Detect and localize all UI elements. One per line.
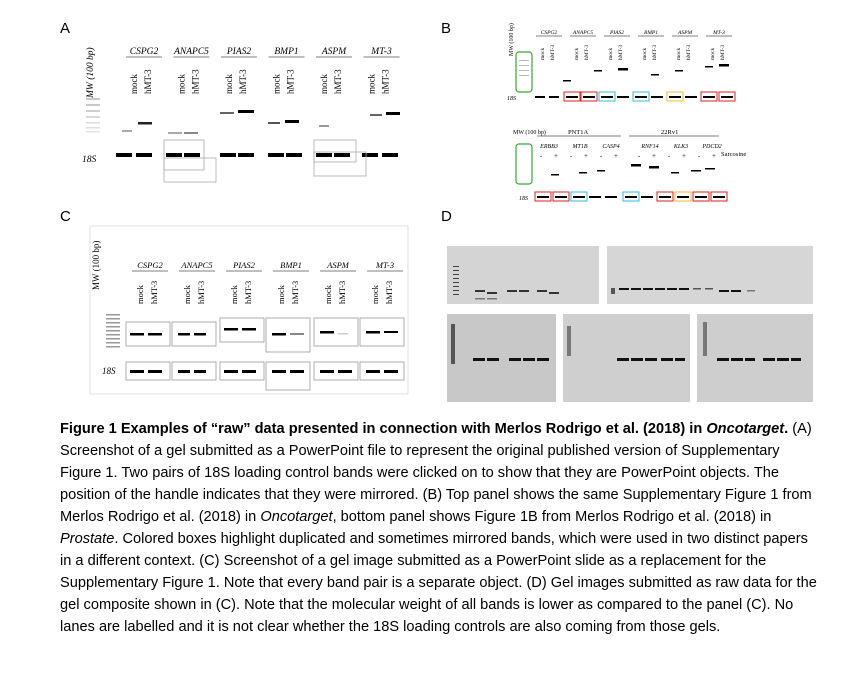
lane-label: hMT-3 (238, 69, 248, 94)
mw-label-a: MW (100 bp) (86, 47, 96, 98)
gene-label-cspg2: CSPG2 (129, 47, 159, 57)
band-objects-c (126, 318, 404, 390)
lane-label: mock (224, 74, 234, 94)
gene-label-mt-3: MT-3 (375, 260, 395, 270)
sarcosine-sign: - (599, 152, 603, 160)
selection-boxes-a (164, 140, 366, 182)
lane-label: mock (370, 285, 380, 304)
ctrl-label-b-bottom: 18S (519, 196, 528, 202)
gene-label-anapc5: ANAPC5 (181, 260, 213, 270)
panel-c-gel (84, 222, 414, 398)
sarcosine-sign: + (614, 152, 618, 160)
lane-label: hMT-3 (337, 280, 347, 304)
caption-title-journal: Oncotarget (706, 421, 785, 437)
sarcosine-sign: - (539, 152, 543, 160)
raw-gel-2 (607, 246, 813, 304)
figure-caption (60, 418, 820, 638)
lane-label: hMT-3 (550, 44, 556, 60)
lane-label: mock (319, 74, 329, 94)
lane-label: hMT-3 (243, 280, 253, 304)
lane-label: hMT-3 (618, 44, 624, 60)
control-bands-b-top (535, 92, 735, 101)
gene-label-rnf14: RNF14 (641, 144, 659, 150)
mw-label-b-bottom: MW (100 bp) (513, 130, 546, 136)
lane-label: mock (323, 285, 333, 304)
gene-label-bmp1: BMP1 (274, 47, 299, 57)
lane-label: hMT-3 (149, 280, 159, 304)
gene-label-mt-3: MT-3 (713, 30, 725, 36)
panel-letter-b: B (441, 20, 452, 37)
group-label-pnt1a: PNT1A (568, 129, 589, 136)
lane-label: mock (676, 47, 682, 60)
gene-label-cspg2: CSPG2 (540, 30, 558, 36)
sarcosine-sign: + (712, 152, 716, 160)
lane-label: hMT-3 (333, 69, 343, 94)
gene-label-cspg2: CSPG2 (137, 260, 163, 270)
gene-label-aspm: ASPM (321, 47, 347, 57)
lane-label: mock (129, 74, 139, 94)
lane-label: hMT-3 (686, 44, 692, 60)
gene-label-mt1b: MT1B (572, 144, 588, 150)
lane-label: mock (608, 47, 614, 60)
ctrl-label-b: 18S (507, 96, 516, 102)
lane-label: hMT-3 (652, 44, 658, 60)
target-bands-b-bottom (551, 164, 715, 176)
lane-label: mock (276, 285, 286, 304)
lane-label: hMT-3 (384, 280, 394, 304)
caption-title-end: . (784, 421, 789, 437)
lane-label: mock (176, 74, 187, 94)
lane-label: mock (135, 285, 145, 304)
lane-label: hMT-3 (720, 44, 726, 60)
gene-label-anapc5: ANAPC5 (572, 30, 594, 36)
gene-label-casp4: CASP4 (602, 144, 620, 150)
caption-journal-1: Oncotarget (260, 509, 333, 525)
raw-gel-1 (447, 246, 599, 304)
lane-label: mock (229, 285, 239, 304)
mw-label-b: MW (100 bp) (509, 23, 515, 56)
sarcosine-sign: + (584, 152, 588, 160)
gene-label-klk3: KLK3 (673, 144, 689, 150)
sarcosine-label: Sarcosine (721, 151, 747, 158)
gene-label-aspm: ASPM (327, 260, 349, 270)
lane-label: mock (642, 47, 648, 60)
sarcosine-sign: + (682, 152, 686, 160)
lane-label: mock (366, 74, 377, 94)
lane-label: hMT-3 (584, 44, 590, 60)
caption-journal-2: Prostate (60, 531, 115, 547)
panel-letter-a: A (60, 20, 71, 37)
gene-label-anapc5: ANAPC5 (174, 47, 209, 57)
panel-letter-d: D (441, 208, 452, 225)
gene-label-pias2: PIAS2 (226, 47, 252, 57)
sarcosine-sign: + (554, 152, 558, 160)
caption-text-3: . Colored boxes highlight duplicated and sometimes mirrored bands, which were used in two distinct papers in a different context. (C) Screenshot of a gel image submitted as a PowerPoint slide as a replacement for the Supplementary Figure 1. Note that every band pair is a separate object. (D) Gel images submitted as raw data for the gel composite shown in (C). Note that the molecular weight of all bands is lower as compared to the panel (C). No lanes are labelled and it is not clear whether the 18S loading controls are also coming from those gels. (60, 531, 817, 635)
sarcosine-sign: - (697, 152, 701, 160)
gene-label-pias2: PIAS2 (233, 260, 255, 270)
lane-label: hMT-3 (196, 280, 206, 304)
gene-label-pias2: PIAS2 (609, 30, 625, 36)
mw-ladder-a (86, 98, 100, 133)
caption-text-2: , bottom panel shows Figure 1B from Merlos Rodrigo et al. (2018) in (332, 509, 772, 525)
lane-label: hMT-3 (285, 69, 296, 94)
lane-label: mock (540, 47, 546, 60)
panel-d-gels (447, 246, 813, 402)
ladder-highlight-b (516, 52, 532, 92)
panel-letter-c: C (60, 208, 71, 225)
gene-label-bmp1: BMP1 (643, 30, 659, 36)
ctrl-label-a: 18S (82, 155, 97, 165)
sarcosine-sign: - (569, 152, 573, 160)
caption-text-1: (A) Screenshot of a gel submitted as a PowerPoint file to represent the original published version of Supplementary Figure 1. Two pairs of 18S loading control bands were clicked on to show that they are PowerPoint objects. The position of the handle indicates that they were mirrored. (B) Top panel shows the same Supplementary Figure 1 from Merlos Rodrigo et al. (2018) in (60, 421, 812, 525)
ctrl-label-c: 18S (102, 366, 116, 376)
ladder-highlight-b-bottom (516, 144, 532, 184)
mw-label-c: MW (100 bp) (91, 240, 101, 290)
target-bands-b-top (563, 64, 729, 82)
lane-label: hMT-3 (190, 69, 201, 94)
gene-label-erbb3: ERBB3 (540, 144, 558, 150)
panel-b-top-gel (505, 22, 745, 108)
panel-a-gel (80, 40, 410, 200)
lane-label: hMT-3 (143, 69, 153, 94)
lane-label: hMT-3 (290, 280, 300, 304)
mw-ladder-c (106, 314, 120, 348)
gene-label-bmp1: BMP1 (280, 260, 302, 270)
lane-label: hMT-3 (380, 69, 391, 94)
lane-label: mock (710, 47, 716, 60)
gene-label-pdcd2: PDCD2 (702, 144, 722, 150)
group-label-22rv1: 22Rv1 (661, 129, 679, 136)
gene-label-aspm: ASPM (677, 30, 693, 36)
sarcosine-sign: + (652, 152, 656, 160)
panel-b-bottom-gel (505, 124, 765, 210)
caption-title: Figure 1 Examples of “raw” data presented in connection with Merlos Rodrigo et al. (2018) in (60, 421, 707, 437)
lane-label: mock (182, 285, 192, 304)
sarcosine-sign: - (667, 152, 671, 160)
target-bands-a (122, 110, 400, 134)
lane-label: mock (271, 74, 282, 94)
sarcosine-sign: - (637, 152, 641, 160)
control-bands-b-bottom (535, 192, 727, 201)
lane-label: mock (574, 47, 580, 60)
gene-label-mt-3: MT-3 (371, 47, 392, 57)
